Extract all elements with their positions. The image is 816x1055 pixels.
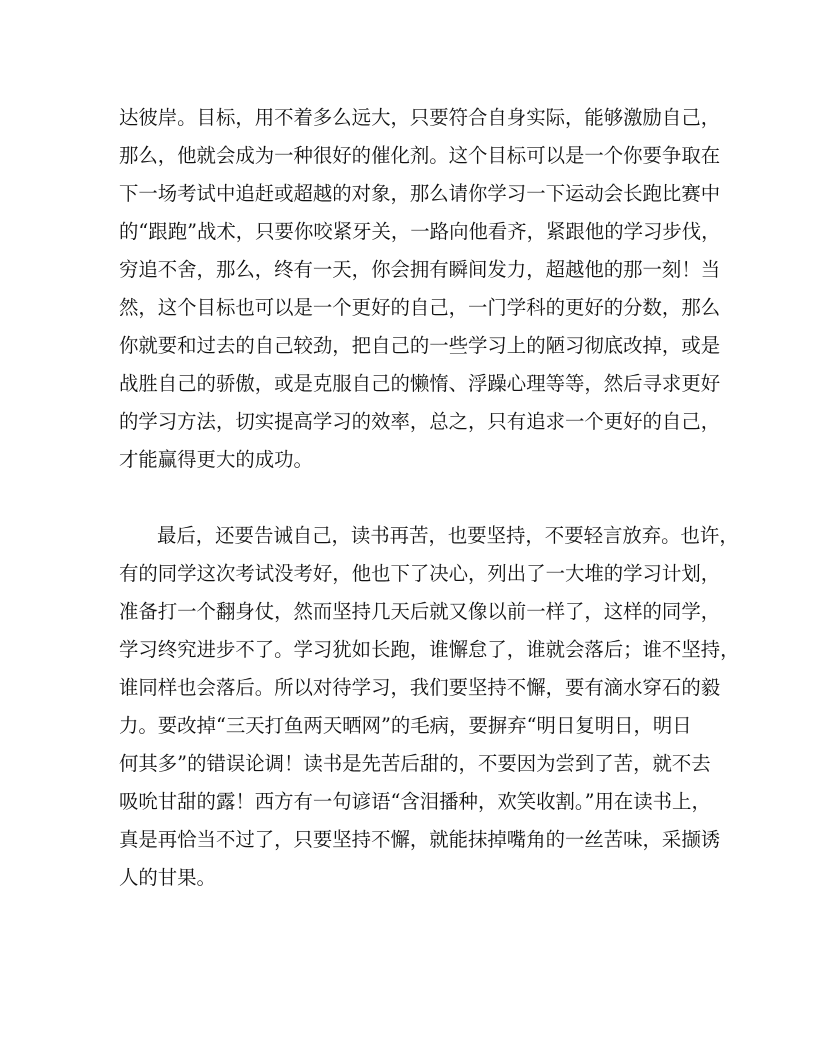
paragraph-1-line-5: 穷追不舍，那么，终有一天，你会拥有瞬间发力，超越他的那一刻！当 bbox=[119, 258, 721, 281]
paragraph-1-line-2: 那么，他就会成为一种很好的催化剂。这个目标可以是一个你要争取在 bbox=[119, 144, 721, 167]
paragraph-1-line-9: 的学习方法，切实提高学习的效率，总之，只有追求一个更好的自己， bbox=[119, 410, 721, 433]
paragraph-2-line-1: 最后，还要告诫自己，读书再苦，也要坚持，不要轻言放弃。也许， bbox=[157, 524, 739, 547]
paragraph-2-line-8: 吸吮甘甜的露！西方有一句谚语“含泪播种，欢笑收割。”用在读书上， bbox=[119, 790, 711, 813]
paragraph-2-line-6: 力。要改掉“三天打鱼两天晒网”的毛病，要摒弃“明日复明日，明日 bbox=[119, 714, 692, 737]
paragraph-1-line-6: 然，这个目标也可以是一个更好的自己，一门学科的更好的分数，那么 bbox=[119, 296, 721, 319]
paragraph-1-line-10: 才能赢得更大的成功。 bbox=[119, 448, 313, 471]
paragraph-1-line-1: 达彼岸。目标，用不着多么远大，只要符合自身实际，能够激励自己， bbox=[119, 106, 721, 129]
paragraph-2-line-5: 谁同样也会落后。所以对待学习，我们要坚持不懈，要有滴水穿石的毅 bbox=[119, 676, 721, 699]
paragraph-2-line-3: 准备打一个翻身仗，然而坚持几天后就又像以前一样了，这样的同学， bbox=[119, 600, 721, 623]
paragraph-1-line-8: 战胜自己的骄傲，或是克服自己的懒惰、浮躁心理等等，然后寻求更好 bbox=[119, 372, 721, 395]
paragraph-2-line-4: 学习终究进步不了。学习犹如长跑，谁懈怠了，谁就会落后；谁不坚持， bbox=[119, 638, 740, 661]
paragraph-1-line-3: 下一场考试中追赶或超越的对象，那么请你学习一下运动会长跑比赛中 bbox=[119, 182, 721, 205]
paragraph-1-line-4: 的“跟跑”战术，只要你咬紧牙关，一路向他看齐，紧跟他的学习步伐， bbox=[119, 220, 721, 243]
paragraph-2-line-9: 真是再恰当不过了，只要坚持不懈，就能抹掉嘴角的一丝苦味，采撷诱 bbox=[119, 828, 721, 851]
paragraph-1-line-7: 你就要和过去的自己较劲，把自己的一些学习上的陋习彻底改掉，或是 bbox=[119, 334, 721, 357]
paragraph-2-line-7: 何其多”的错误论调！读书是先苦后甜的，不要因为尝到了苦，就不去 bbox=[119, 752, 711, 775]
paragraph-2-line-2: 有的同学这次考试没考好，他也下了决心，列出了一大堆的学习计划， bbox=[119, 562, 721, 585]
paragraph-2-line-10: 人的甘果。 bbox=[119, 866, 216, 889]
